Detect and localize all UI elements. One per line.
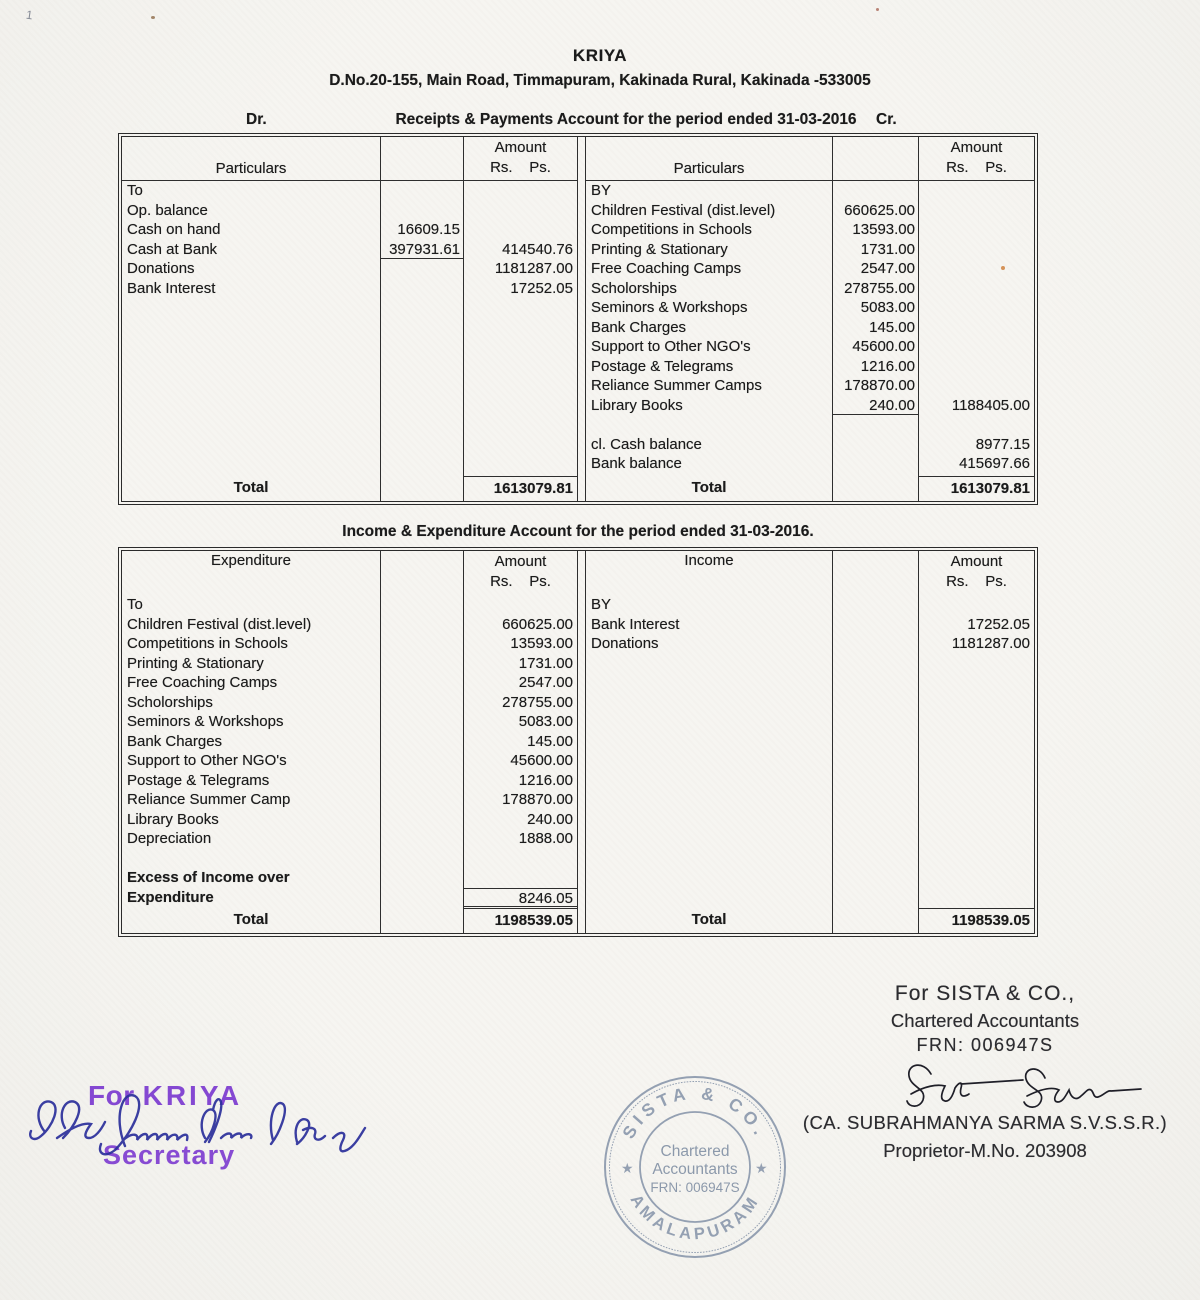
rs-ps-header: Rs. Ps. xyxy=(946,573,1007,590)
row-sub-amount xyxy=(381,751,463,771)
row-amount: 178870.00 xyxy=(502,791,573,808)
receipts-caption xyxy=(118,111,1038,131)
stamp-inner-line1: Chartered xyxy=(660,1143,730,1160)
total-amount: 1613079.81 xyxy=(464,476,577,501)
total-label: Total xyxy=(233,479,269,496)
sub-amount-column xyxy=(832,551,919,933)
row-amount xyxy=(919,279,1034,299)
amount-header: Amount xyxy=(950,553,1003,570)
row-label: Bank Charges xyxy=(127,732,223,750)
stamp-star-left-icon: ★ xyxy=(621,1160,634,1176)
row-amount: 17252.05 xyxy=(967,615,1030,633)
row-sub-amount xyxy=(833,595,918,615)
stamp-arc-bottom-text: AMALAPURAM xyxy=(626,1191,764,1244)
auditor-name: (CA. SUBRAHMANYA SARMA S.V.S.S.R.) xyxy=(802,1112,1168,1133)
row-amount: 13593.00 xyxy=(510,635,573,652)
row-amount: 240.00 xyxy=(527,810,573,828)
row-amount xyxy=(464,595,577,615)
total-amount: 1613079.81 xyxy=(919,476,1034,501)
row-label: Seminors & Workshops xyxy=(591,299,748,316)
column-header: Particulars xyxy=(673,160,745,177)
org-name: KRIYA xyxy=(572,46,628,65)
row-sub-amount xyxy=(381,829,463,849)
row-sub-amount xyxy=(381,790,463,810)
stamp-star-right-icon: ★ xyxy=(755,1160,768,1176)
amount-column xyxy=(919,137,1034,501)
auditor-firm: For SISTA & CO., xyxy=(894,982,1076,1005)
row-amount xyxy=(919,376,1034,396)
svg-text:AMALAPURAM xyxy=(627,1191,764,1243)
row-label: Postage & Telegrams xyxy=(127,771,270,789)
row-amount xyxy=(919,201,1034,221)
amount-header: Amount xyxy=(494,139,547,156)
particulars-column xyxy=(586,137,832,501)
auditor-designation: Proprietor-M.No. 203908 xyxy=(883,1140,1087,1161)
row-label: BY xyxy=(591,596,612,613)
row-label: Printing & Stationary xyxy=(127,654,264,672)
scan-speck xyxy=(876,8,879,11)
row-label: Reliance Summer Camp xyxy=(127,791,291,808)
table-divider xyxy=(578,137,585,501)
row-label: Donations xyxy=(127,260,195,277)
for-label: For xyxy=(88,1080,135,1111)
row-sub-amount: 278755.00 xyxy=(844,279,915,297)
row-label: To xyxy=(127,182,143,199)
row-sub-amount: 178870.00 xyxy=(844,377,915,394)
cr-label: Cr. xyxy=(876,111,897,128)
row-amount: 1181287.00 xyxy=(951,635,1030,652)
row-label: To xyxy=(127,596,143,613)
row-label: Support to Other NGO's xyxy=(591,338,751,355)
row-amount: 1188405.00 xyxy=(951,396,1030,414)
income-expenditure-table xyxy=(118,547,1038,937)
row-sub-amount xyxy=(381,201,463,221)
table-divider xyxy=(578,551,585,933)
row-sub-amount xyxy=(381,595,463,615)
row-amount xyxy=(464,181,577,201)
row-label: Postage & Telegrams xyxy=(591,357,734,375)
row-sub-amount: 16609.15 xyxy=(397,221,460,238)
row-label: Free Coaching Camps xyxy=(591,260,742,277)
stamp-inner-line3: FRN: 006947S xyxy=(650,1180,740,1195)
row-amount: 414540.76 xyxy=(502,240,573,258)
payments-side xyxy=(585,137,1034,501)
stamp-inner-line2: Accountants xyxy=(652,1161,738,1178)
row-sub-amount xyxy=(381,654,463,674)
row-label: Depreciation xyxy=(127,830,212,847)
auditor-block xyxy=(850,982,1120,1056)
sub-amount-column xyxy=(380,137,464,501)
row-label: Bank Interest xyxy=(127,279,216,297)
row-amount: 1888.00 xyxy=(518,830,573,847)
income-column xyxy=(586,551,832,933)
row-label: Scholorships xyxy=(127,693,213,711)
row-label: Support to Other NGO's xyxy=(127,752,287,769)
row-amount xyxy=(464,868,577,888)
row-label: cl. Cash balance xyxy=(591,435,702,453)
stamp-arc-top-text: SISTA & CO. xyxy=(618,1082,772,1142)
row-label: Children Festival (dist.level) xyxy=(591,201,776,219)
receipts-side xyxy=(122,137,578,501)
row-sub-amount: 660625.00 xyxy=(844,201,915,219)
row-sub-amount xyxy=(833,435,918,455)
row-sub-amount xyxy=(381,712,463,732)
particulars-column xyxy=(122,137,380,501)
row-label: Excess of Income over xyxy=(127,869,290,886)
row-label: Expenditure xyxy=(127,888,214,906)
row-amount: 2547.00 xyxy=(518,674,573,691)
row-label: Free Coaching Camps xyxy=(127,674,278,691)
row-amount: 5083.00 xyxy=(518,713,573,730)
row-label: Cash at Bank xyxy=(127,240,218,258)
amount-column xyxy=(919,551,1034,933)
firm-round-stamp xyxy=(600,1068,790,1264)
row-amount xyxy=(464,849,577,869)
row-sub-amount xyxy=(833,615,918,635)
row-sub-amount xyxy=(833,454,918,474)
row-sub-amount: 145.00 xyxy=(869,318,915,336)
row-sub-amount xyxy=(381,888,463,908)
row-label: Reliance Summer Camps xyxy=(591,377,762,394)
scan-artifact-mark: 1 xyxy=(25,7,34,23)
row-label: BY xyxy=(591,182,612,199)
row-sub-amount xyxy=(381,615,463,635)
row-sub-amount: 45600.00 xyxy=(852,338,915,355)
amount-header: Amount xyxy=(494,553,547,570)
column-header: Income xyxy=(684,552,734,569)
row-label: Op. balance xyxy=(127,201,208,219)
total-amount: 1198539.05 xyxy=(919,908,1034,933)
total-label: Total xyxy=(233,911,269,928)
column-header: Expenditure xyxy=(210,552,292,569)
row-sub-amount: 397931.61 xyxy=(381,240,463,260)
row-amount xyxy=(919,595,1034,615)
column-header: Particulars xyxy=(215,160,287,177)
row-sub-amount xyxy=(381,732,463,752)
secretary-signature xyxy=(25,1088,370,1170)
receipts-payments-table xyxy=(118,133,1038,505)
row-amount: 8977.15 xyxy=(975,435,1030,453)
org-address: D.No.20-155, Main Road, Timmapuram, Kakinada Rural, Kakinada -533005 xyxy=(329,72,871,89)
rs-ps-header: Rs. Ps. xyxy=(490,573,551,590)
row-label: Children Festival (dist.level) xyxy=(127,615,312,633)
row-label: Donations xyxy=(591,635,659,652)
row-amount: 415697.66 xyxy=(959,455,1030,472)
row-sub-amount xyxy=(381,810,463,830)
row-sub-amount xyxy=(381,849,463,869)
amount-header: Amount xyxy=(950,139,1003,156)
row-sub-amount xyxy=(381,279,463,299)
row-label xyxy=(586,415,832,435)
row-amount: 1181287.00 xyxy=(494,260,573,277)
row-amount xyxy=(464,220,577,240)
income-side xyxy=(585,551,1034,933)
row-label: Cash on hand xyxy=(127,221,221,238)
row-amount xyxy=(919,357,1034,377)
income-expenditure-title: Income & Expenditure Account for the period ended 31-03-2016. xyxy=(342,523,814,540)
row-label: Competitions in Schools xyxy=(591,221,752,238)
amount-column xyxy=(464,137,577,501)
row-label: Library Books xyxy=(591,396,683,414)
dr-label: Dr. xyxy=(246,111,267,128)
row-sub-amount: 13593.00 xyxy=(852,221,915,238)
row-sub-amount: 5083.00 xyxy=(860,299,915,316)
row-label: Bank Charges xyxy=(591,318,687,336)
row-sub-amount xyxy=(381,181,463,201)
row-sub-amount: 2547.00 xyxy=(860,260,915,277)
row-amount: 660625.00 xyxy=(502,615,573,633)
expenditure-side xyxy=(122,551,578,933)
row-label: Competitions in Schools xyxy=(127,635,288,652)
row-sub-amount xyxy=(381,868,463,888)
row-amount: 1731.00 xyxy=(518,654,573,672)
row-amount xyxy=(919,415,1034,435)
row-sub-amount xyxy=(833,181,918,201)
row-sub-amount: 1731.00 xyxy=(860,240,915,258)
sub-amount-column xyxy=(380,551,464,933)
row-amount xyxy=(919,298,1034,318)
row-sub-amount xyxy=(833,634,918,654)
row-sub-amount: 1216.00 xyxy=(860,357,915,375)
row-label: Bank Interest xyxy=(591,615,680,633)
auditor-frn: FRN: 006947S xyxy=(916,1035,1054,1055)
auditor-signature xyxy=(895,1058,1145,1113)
row-amount: 145.00 xyxy=(527,732,573,750)
row-amount: 1216.00 xyxy=(518,771,573,789)
expenditure-column xyxy=(122,551,380,933)
kriya-org-label: KRIYA xyxy=(142,1080,243,1111)
receipts-title: Receipts & Payments Account for the period ended 31-03-2016 xyxy=(395,111,857,128)
rs-ps-header: Rs. Ps. xyxy=(490,159,551,176)
row-amount xyxy=(919,240,1034,260)
row-amount xyxy=(919,220,1034,240)
row-label: Printing & Stationary xyxy=(591,240,728,258)
row-label: Bank balance xyxy=(591,455,682,472)
row-amount xyxy=(464,201,577,221)
row-amount xyxy=(919,181,1034,201)
row-amount: 17252.05 xyxy=(510,279,573,297)
row-sub-amount: 240.00 xyxy=(833,396,918,416)
row-amount: 278755.00 xyxy=(502,693,573,711)
amount-column xyxy=(464,551,577,933)
row-amount xyxy=(919,337,1034,357)
total-label: Total xyxy=(691,479,727,496)
total-label: Total xyxy=(691,911,727,928)
row-sub-amount xyxy=(381,693,463,713)
row-amount: 8246.05 xyxy=(464,888,577,908)
row-sub-amount xyxy=(833,415,918,435)
row-label: Seminors & Workshops xyxy=(127,713,284,730)
rs-ps-header: Rs. Ps. xyxy=(946,159,1007,176)
kriya-stamp-designation: Secretary xyxy=(103,1140,236,1170)
row-amount: 45600.00 xyxy=(510,752,573,769)
row-sub-amount xyxy=(381,673,463,693)
auditor-firm-type: Chartered Accountants xyxy=(890,1010,1080,1031)
row-amount xyxy=(919,318,1034,338)
row-sub-amount xyxy=(381,771,463,791)
row-sub-amount xyxy=(381,259,463,279)
row-label: Library Books xyxy=(127,810,219,828)
row-amount xyxy=(919,259,1034,279)
total-amount: 1198539.05 xyxy=(464,908,577,933)
sub-amount-column xyxy=(832,137,919,501)
row-label xyxy=(122,849,380,869)
row-sub-amount xyxy=(381,634,463,654)
row-label: Scholorships xyxy=(591,279,677,297)
scan-speck xyxy=(151,16,155,19)
